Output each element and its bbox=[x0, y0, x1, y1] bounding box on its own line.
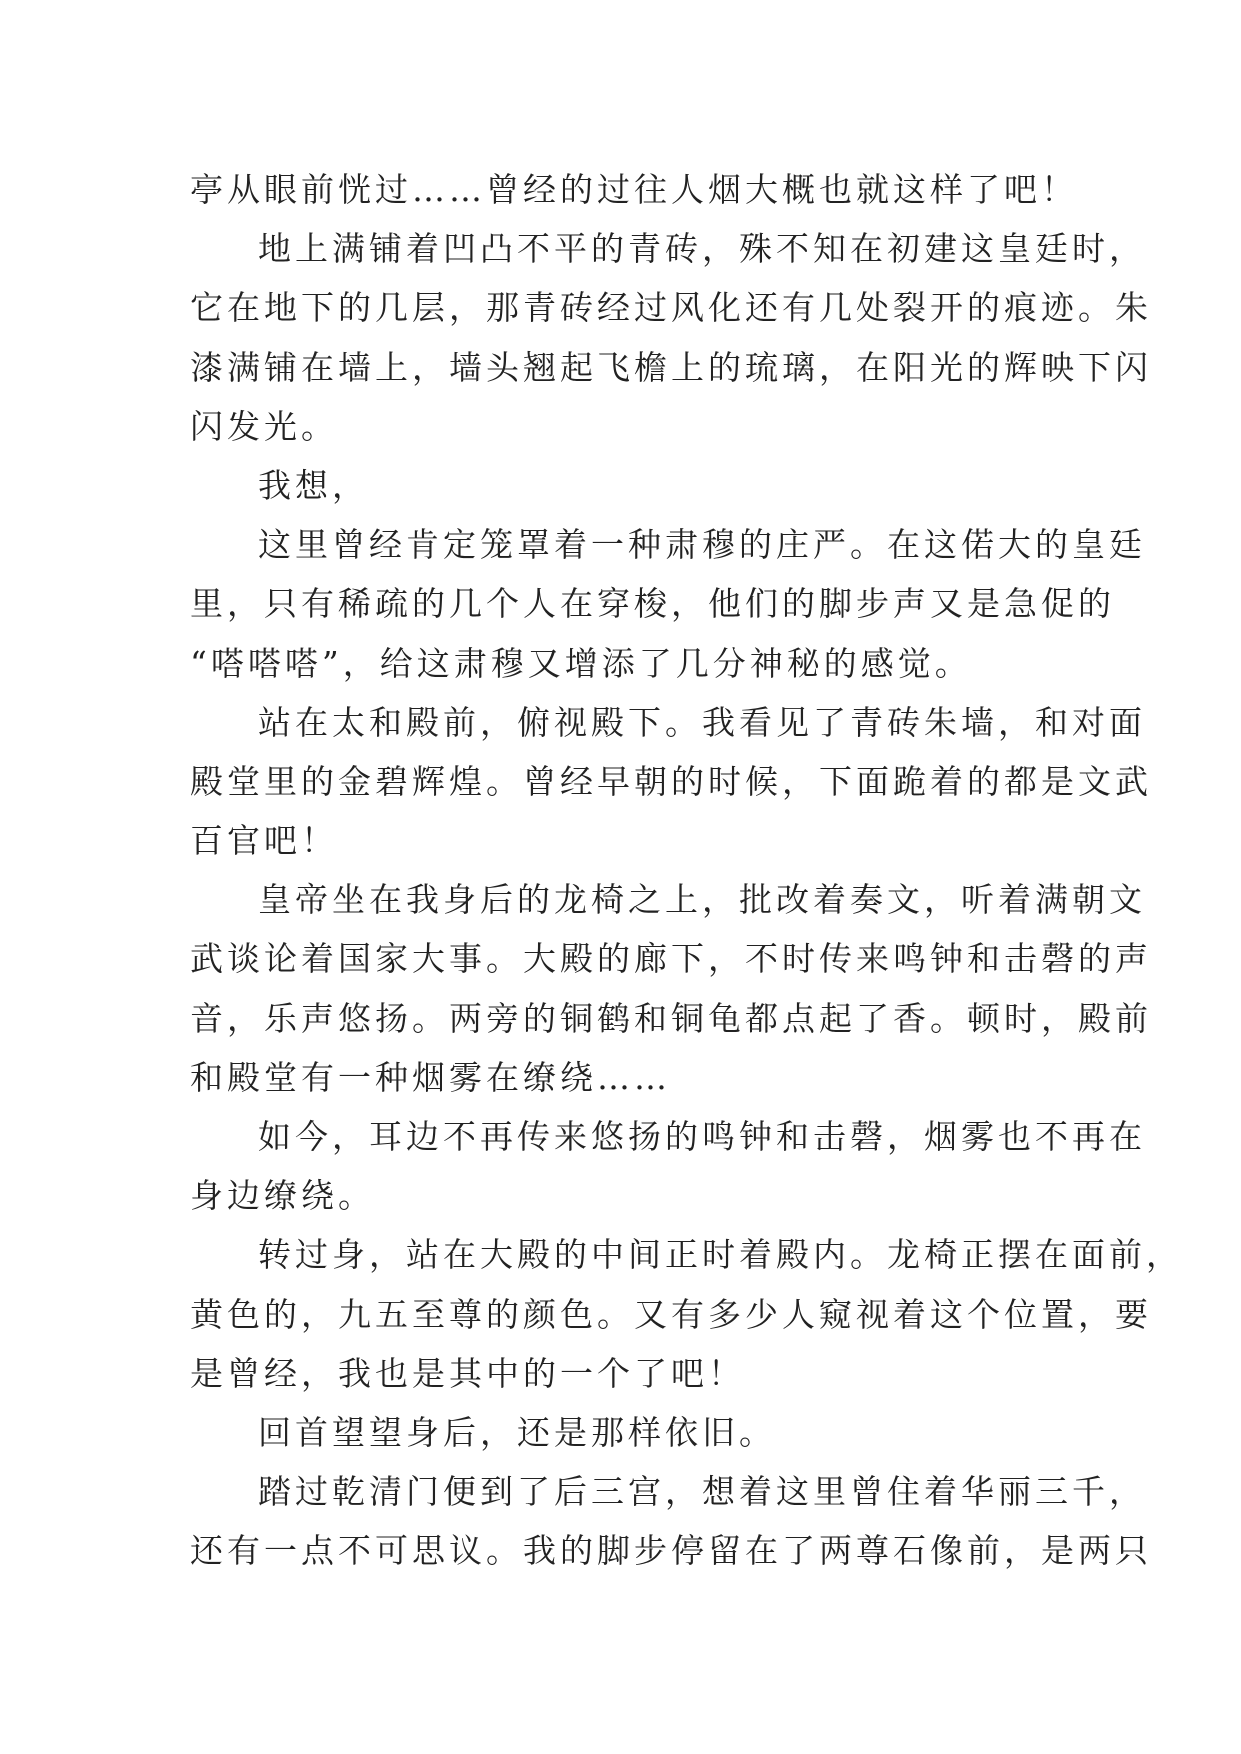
paragraph-start-line: 我想， bbox=[258, 465, 369, 505]
text-line: 里，只有稀疏的几个人在穿梭，他们的脚步声又是急促的 bbox=[190, 584, 1115, 624]
paragraph-start-line: 地上满铺着凹凸不平的青砖，殊不知在初建这皇廷时， bbox=[258, 229, 1146, 269]
paragraph-start-line: 踏过乾清门便到了后三宫，想着这里曾住着华丽三千， bbox=[258, 1472, 1146, 1512]
text-line: 它在地下的几层，那青砖经过风化还有几处裂开的痕迹。朱 bbox=[190, 288, 1152, 328]
paragraph-start-line: 皇帝坐在我身后的龙椅之上，批改着奏文，听着满朝文 bbox=[258, 880, 1146, 920]
text-line: 和殿堂有一种烟雾在缭绕…… bbox=[190, 1057, 671, 1097]
text-line: 还有一点不可思议。我的脚步停留在了两尊石像前，是两只 bbox=[190, 1531, 1152, 1571]
text-line: 闪发光。 bbox=[190, 406, 338, 446]
text-line: 百官吧！ bbox=[190, 821, 338, 861]
paragraph-start-line: 如今，耳边不再传来悠扬的鸣钟和击磬，烟雾也不再在 bbox=[258, 1117, 1146, 1156]
paragraph-start-line: 站在太和殿前，俯视殿下。我看见了青砖朱墙，和对面 bbox=[258, 702, 1146, 742]
text-line: 亭从眼前恍过……曾经的过往人烟大概也就这样了吧！ bbox=[190, 170, 1078, 209]
text-line: 身边缭绕。 bbox=[190, 1176, 375, 1216]
document-body bbox=[190, 160, 1183, 1581]
paragraph-start-line: 回首望望身后，还是那样依旧。 bbox=[258, 1412, 776, 1452]
text-line: 音，乐声悠扬。两旁的铜鹤和铜龟都点起了香。顿时，殿前 bbox=[190, 998, 1152, 1038]
text-line: 是曾经，我也是其中的一个了吧！ bbox=[190, 1353, 745, 1393]
text-line: 殿堂里的金碧辉煌。曾经早朝的时候，下面跪着的都是文武 bbox=[190, 761, 1152, 801]
text-line: 黄色的，九五至尊的颜色。又有多少人窥视着这个位置，要 bbox=[190, 1294, 1152, 1334]
text-line: 漆满铺在墙上，墙头翘起飞檐上的琉璃，在阳光的辉映下闪 bbox=[190, 347, 1152, 387]
paragraph-start-line: 这里曾经肯定笼罩着一种肃穆的庄严。在这偌大的皇廷 bbox=[258, 525, 1146, 565]
text-line: 武谈论着国家大事。大殿的廊下，不时传来鸣钟和击磬的声 bbox=[190, 939, 1152, 979]
text-line: “嗒嗒嗒”，给这肃穆又增添了几分神秘的感觉。 bbox=[190, 643, 972, 683]
paragraph-start-line: 转过身，站在大殿的中间正时着殿内。龙椅正摆在面前， bbox=[258, 1235, 1183, 1275]
